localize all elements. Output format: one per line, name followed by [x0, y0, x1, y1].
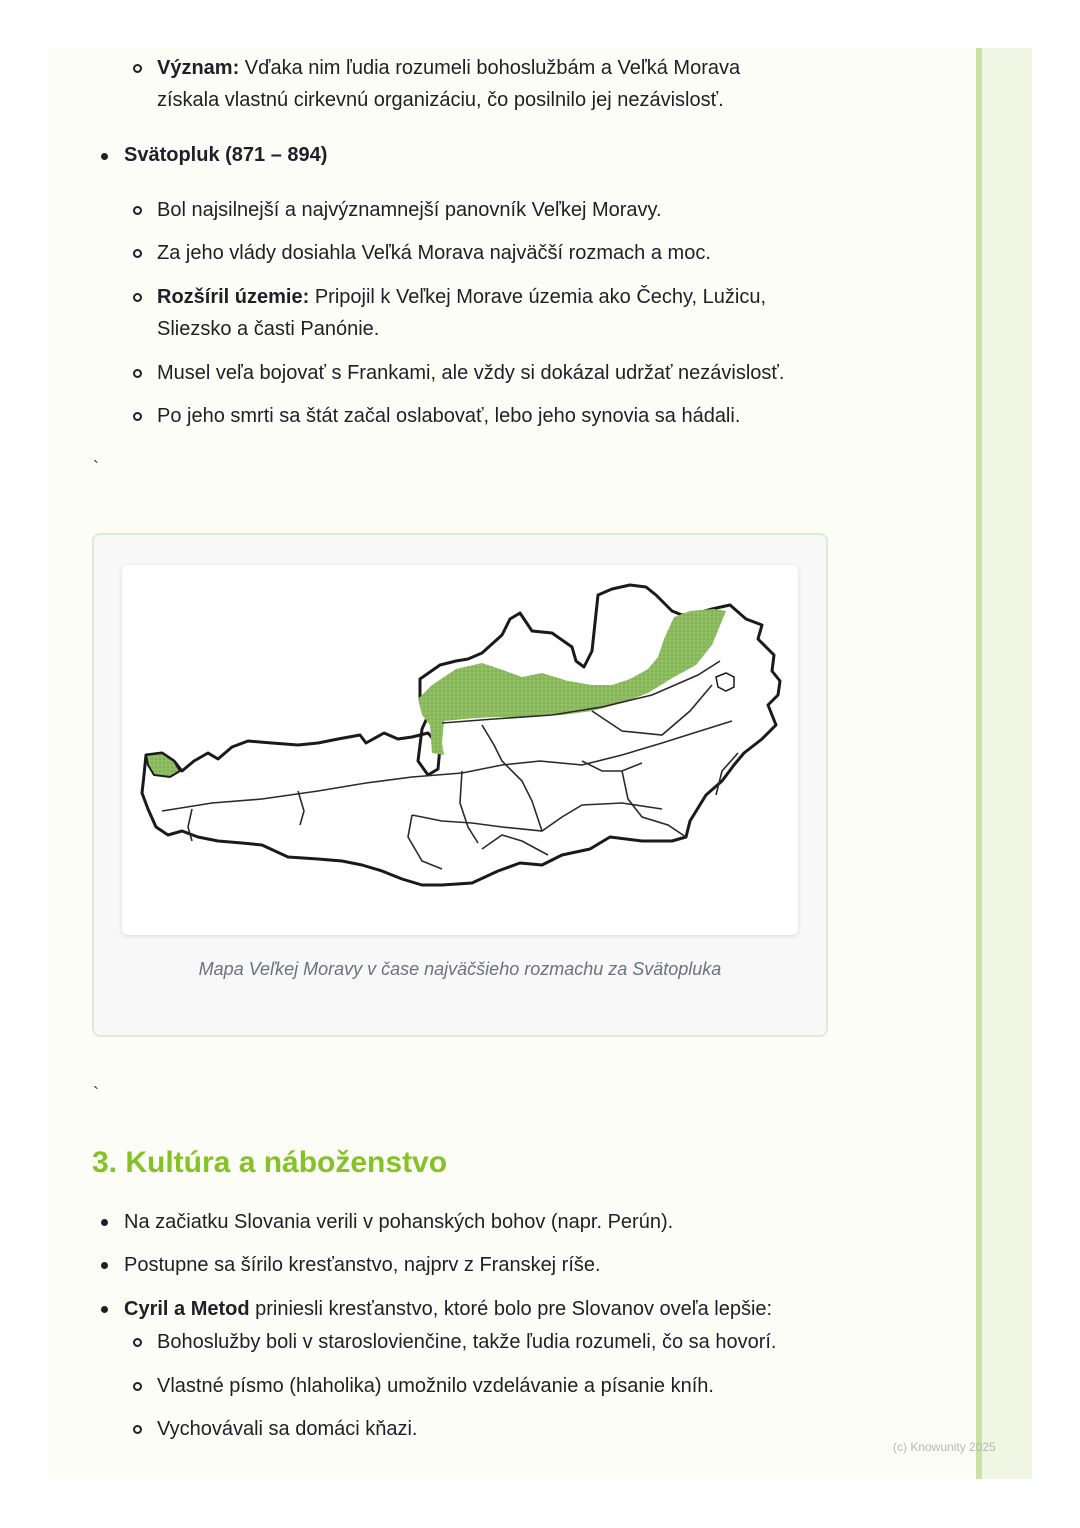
vyznam-text-1: Vďaka nim ľudia rozumeli bohoslužbám a Veľká Morava — [239, 57, 741, 79]
bullet — [101, 1219, 108, 1226]
bullet — [101, 153, 108, 160]
vyznam-label: Význam: — [157, 57, 240, 79]
map-figure — [92, 533, 828, 1037]
list-item: Bohoslužby boli v staroslovienčine, takže ľudia rozumeli, čo sa hovorí. — [157, 1331, 777, 1353]
bullet — [101, 1262, 108, 1269]
cyril-line — [124, 1293, 772, 1325]
list-item: Postupne sa šírilo kresťanstvo, najprv z Franskej ríše. — [124, 1254, 601, 1276]
right-rail-line — [976, 48, 982, 1479]
sub-bullet — [133, 412, 142, 421]
sub-bullet — [133, 1338, 142, 1347]
sub-bullet — [133, 1425, 142, 1434]
list-item: Musel veľa bojovať s Frankami, ale vždy si dokázal udržať nezávislosť. — [157, 362, 785, 384]
list-item: Na začiatku Slovania verili v pohanských bohov (napr. Perún). — [124, 1211, 674, 1233]
map-illustration-icon — [122, 565, 798, 935]
sub-bullet — [133, 293, 142, 302]
map-caption: Mapa Veľkej Moravy v čase najväčšieho rozmachu za Svätopluka — [198, 959, 722, 979]
uzemie-text-1: Pripojil k Veľkej Morave územia ako Čechy, Lužicu, — [309, 286, 767, 308]
vyznam-line-2: získala vlastnú cirkevnú organizáciu, čo posilnilo jej nezávislosť. — [157, 89, 724, 111]
sub-bullet — [133, 1382, 142, 1391]
list-item: Vlastné písmo (hlaholika) umožnilo vzdelávanie a písanie kníh. — [157, 1375, 714, 1397]
list-item: Vychovávali sa domáci kňazi. — [157, 1418, 418, 1440]
sub-bullet — [133, 249, 142, 258]
uzemie-line-2: Sliezsko a časti Panónie. — [157, 318, 380, 340]
sub-bullet — [133, 369, 142, 378]
section-heading: 3. Kultúra a náboženstvo — [92, 1146, 448, 1179]
right-rail — [978, 48, 1032, 1479]
map-card — [122, 565, 798, 935]
svatopluk-heading: Svätopluk (871 – 894) — [124, 144, 328, 166]
cyril-text: priniesli kresťanstvo, ktoré bolo pre Slovanov oveľa lepšie: — [249, 1298, 773, 1320]
sub-bullet — [133, 206, 142, 215]
list-item: Bol najsilnejší a najvýznamnejší panovník Veľkej Moravy. — [157, 199, 662, 221]
uzemie-line-1 — [157, 281, 766, 313]
sub-bullet — [133, 64, 142, 73]
stray-mark: ` — [93, 1084, 99, 1104]
list-item: Za jeho vlády dosiahla Veľká Morava najväčší rozmach a moc. — [157, 242, 711, 264]
uzemie-label: Rozšíril územie: — [157, 286, 310, 308]
bullet — [101, 1306, 108, 1313]
cyril-label: Cyril a Metod — [124, 1298, 250, 1320]
copyright-footer: (c) Knowunity 2025 — [893, 1440, 996, 1454]
list-item: Po jeho smrti sa štát začal oslabovať, lebo jeho synovia sa hádali. — [157, 405, 741, 427]
vyznam-line-1 — [157, 52, 740, 84]
stray-mark: ` — [93, 458, 99, 478]
